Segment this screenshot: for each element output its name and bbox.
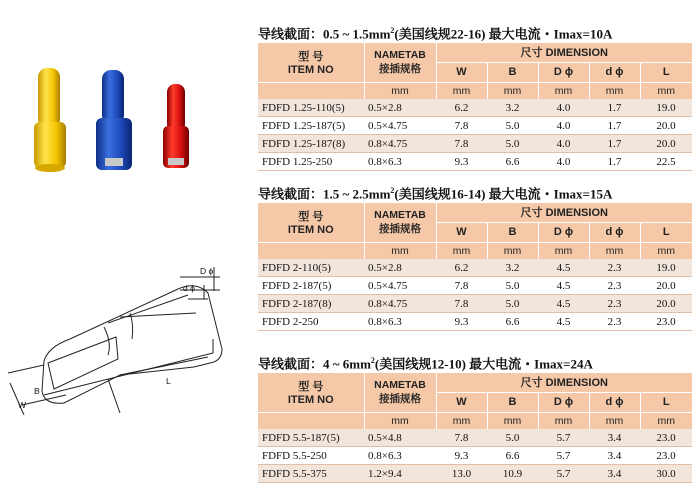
table-row: FDFD 1.25-187(5) 0.5×4.75 7.8 5.0 4.0 1.7 20.0 xyxy=(258,117,692,135)
unit-cell: mm xyxy=(487,412,538,429)
section-heading: 导线截面：0.5 ~ $1.5mm^2$(美国线规22-16) 最大电流・Imax=10A xyxy=(258,26,613,42)
col-dphi: d ϕ xyxy=(589,392,640,412)
col-Dphi: D ϕ xyxy=(538,392,589,412)
col-nametab: NAMETAB 接插规格 xyxy=(364,43,436,82)
table-row: FDFD 2-110(5) 0.5×2.8 6.2 3.2 4.5 2.3 19.0 xyxy=(258,259,692,277)
col-dphi: d ϕ xyxy=(589,62,640,82)
label-B: B xyxy=(34,386,40,396)
unit-cell: mm xyxy=(436,412,487,429)
col-L: L xyxy=(640,222,692,242)
unit-cell: mm xyxy=(436,82,487,99)
unit-cell: mm xyxy=(538,82,589,99)
col-Dphi: D ϕ xyxy=(538,62,589,82)
section-heading: 导线截面：1.5 ~ $2.5mm^2$(美国线规16-14) 最大电流・Imax=15A xyxy=(258,186,613,202)
col-item-no: 型 号 ITEM NO xyxy=(258,373,364,412)
col-dimension: 尺寸 DIMENSION xyxy=(436,43,692,62)
unit-cell: mm xyxy=(589,412,640,429)
unit-cell: mm xyxy=(436,242,487,259)
unit-cell: mm xyxy=(364,412,436,429)
col-item-no: 型 号 ITEM NO xyxy=(258,203,364,242)
spec-table xyxy=(258,43,692,171)
unit-cell: mm xyxy=(487,242,538,259)
table-row: FDFD 5.5-250 0.8×6.3 9.3 6.6 5.7 3.4 23.0 xyxy=(258,447,692,465)
col-L: L xyxy=(640,62,692,82)
col-Dphi: D ϕ xyxy=(538,222,589,242)
spec-section-2 xyxy=(258,182,692,331)
col-B: B xyxy=(487,392,538,412)
unit-cell: mm xyxy=(640,242,692,259)
spec-table xyxy=(258,373,692,483)
product-photo xyxy=(10,60,225,180)
table-row: FDFD 2-250 0.8×6.3 9.3 6.6 4.5 2.3 23.0 xyxy=(258,313,692,331)
yellow-terminal xyxy=(34,68,66,172)
col-W: W xyxy=(436,222,487,242)
blue-terminal xyxy=(96,70,132,170)
col-B: B xyxy=(487,222,538,242)
unit-cell: mm xyxy=(538,242,589,259)
col-nametab: NAMETAB 接插规格 xyxy=(364,373,436,412)
col-item-no: 型 号 ITEM NO xyxy=(258,43,364,82)
red-terminal xyxy=(163,84,189,168)
spec-section-1 xyxy=(258,22,692,171)
section-heading: 导线截面：4 ~ $6mm^2$(美国线规12-10) 最大电流・Imax=24A xyxy=(258,356,593,372)
col-L: L xyxy=(640,392,692,412)
table-row: FDFD 2-187(5) 0.5×4.75 7.8 5.0 4.5 2.3 20.0 xyxy=(258,277,692,295)
col-dphi: d ϕ xyxy=(589,222,640,242)
unit-cell: mm xyxy=(538,412,589,429)
col-W: W xyxy=(436,392,487,412)
col-nametab: NAMETAB 接插规格 xyxy=(364,203,436,242)
table-row: FDFD 1.25-187(8) 0.8×4.75 7.8 5.0 4.0 1.7 20.0 xyxy=(258,135,692,153)
col-B: B xyxy=(487,62,538,82)
table-row: FDFD 1.25-110(5) 0.5×2.8 6.2 3.2 4.0 1.7 19.0 xyxy=(258,99,692,117)
dimension-drawing xyxy=(8,255,240,415)
unit-cell: mm xyxy=(364,242,436,259)
col-W: W xyxy=(436,62,487,82)
unit-cell: mm xyxy=(589,82,640,99)
table-row: FDFD 2-187(8) 0.8×4.75 7.8 5.0 4.5 2.3 20.0 xyxy=(258,295,692,313)
label-Dphi: D ϕ xyxy=(200,266,214,276)
unit-cell: mm xyxy=(364,82,436,99)
col-dimension: 尺寸 DIMENSION xyxy=(436,203,692,222)
label-dphi: d ϕ xyxy=(183,283,195,293)
unit-cell: mm xyxy=(640,412,692,429)
unit-cell: mm xyxy=(589,242,640,259)
table-row: FDFD 5.5-375 1.2×9.4 13.0 10.9 5.7 3.4 30.0 xyxy=(258,465,692,483)
spec-table xyxy=(258,203,692,331)
spec-section-3 xyxy=(258,352,692,483)
table-row: FDFD 5.5-187(5) 0.5×4.8 7.8 5.0 5.7 3.4 23.0 xyxy=(258,429,692,447)
table-row: FDFD 1.25-250 0.8×6.3 9.3 6.6 4.0 1.7 22.5 xyxy=(258,153,692,171)
col-dimension: 尺寸 DIMENSION xyxy=(436,373,692,392)
unit-cell: mm xyxy=(640,82,692,99)
unit-cell: mm xyxy=(487,82,538,99)
label-W: W xyxy=(18,400,27,410)
label-L: L xyxy=(166,376,171,386)
